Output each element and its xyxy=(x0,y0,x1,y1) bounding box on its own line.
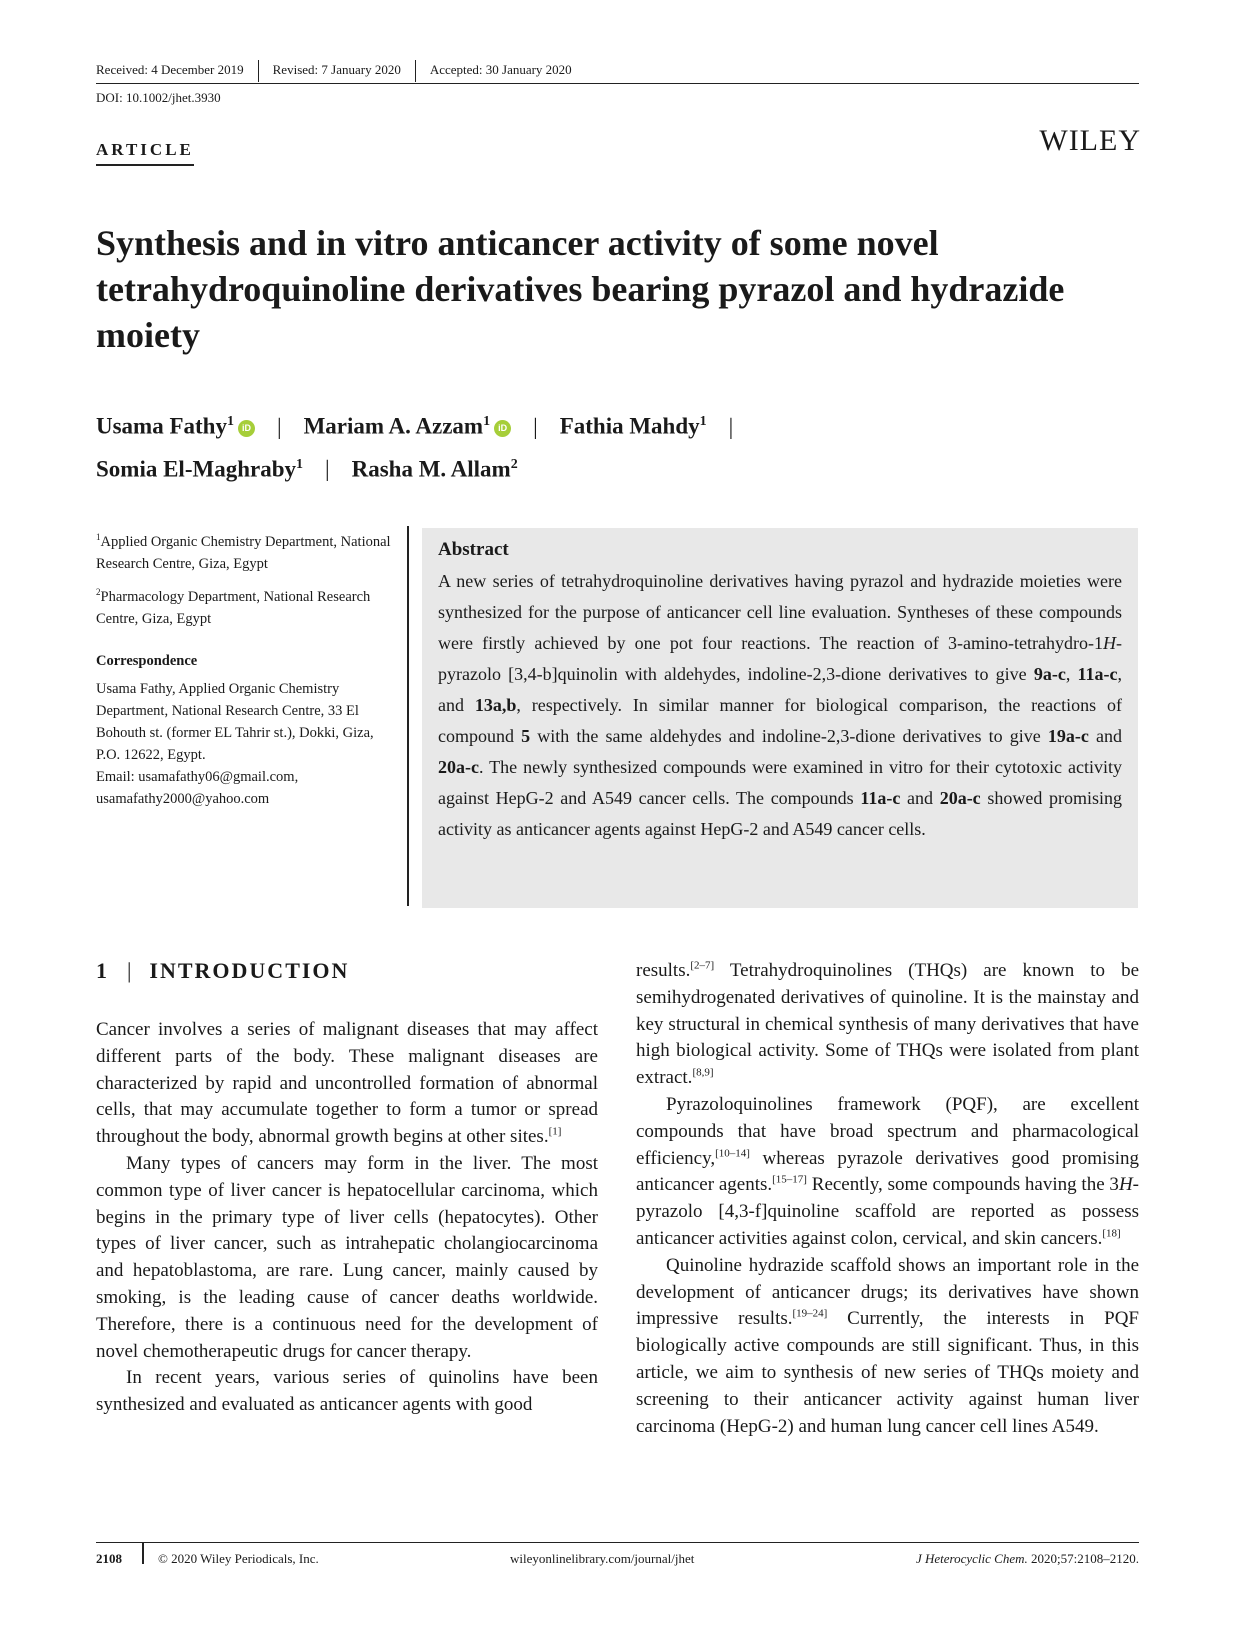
body-text: Tetrahydroquinolines (THQs) are known to be semihydrogenated derivatives of quinoline. It is the mainstay and key structural in chemical synthesis of many derivatives that have high biological activity. Some of THQs were isolated from plant extract. xyxy=(636,960,1139,1089)
author-affiliation-number: 1 xyxy=(295,456,303,472)
author-affiliation-number: 1 xyxy=(699,414,707,429)
compound-label: 9a-c xyxy=(1033,664,1066,684)
compound-label: 11a-c xyxy=(860,788,901,808)
author-name[interactable]: Somia El-Maghraby xyxy=(96,456,296,482)
body-text: Cancer involves a series of malignant diseases that may affect different parts of the body. These malignant diseases are characterized by rapid and uncontrolled formation of abnormal cells, that may accumulate together to form a tumor or spread throughout the body, abnormal growth begins at other sites. xyxy=(96,1019,598,1148)
abstract-text xyxy=(438,566,1122,845)
abstract-box xyxy=(422,528,1138,908)
paper-title: Synthesis and in vitro anticancer activity of some novel tetrahydroquinoline derivatives bearing pyrazol and hydrazide moiety xyxy=(96,223,1065,355)
author-separator: | xyxy=(276,413,282,439)
section-heading xyxy=(96,958,349,984)
author-name[interactable]: Rasha M. Allam xyxy=(351,456,511,482)
compound-label: 20a-c xyxy=(939,788,981,808)
journal-reference xyxy=(916,1551,1139,1567)
correspondence-text xyxy=(96,678,396,810)
journal-name: J Heterocyclic Chem. xyxy=(915,1551,1028,1566)
author-separator: | xyxy=(533,413,538,439)
abstract-span: , and xyxy=(438,664,1122,715)
body-text: -pyrazolo [4,3-f]quinoline scaffold are reported as possess anticancer activities against colon, cervical, and skin cancers. xyxy=(636,1174,1139,1249)
author-separator: | xyxy=(324,456,330,482)
author-affiliation-number: 1 xyxy=(483,414,491,429)
page-number: 2108 xyxy=(96,1551,122,1566)
author-list xyxy=(96,403,1096,488)
affiliation-number: 2 xyxy=(96,586,101,597)
body-paragraph xyxy=(96,1017,598,1151)
affiliation xyxy=(96,581,396,630)
compound-label: 5 xyxy=(521,726,531,746)
orcid-icon[interactable]: iD xyxy=(238,420,255,437)
correspondence-address: Usama Fathy, Applied Organic Chemistry Department, National Research Centre, 33 El Bohouth st. (former EL Tahrir st.), Dokki, Giza, P.O. 12622, Egypt. xyxy=(96,680,374,763)
section-number: 1 xyxy=(96,958,109,983)
correspondence-email-alt[interactable]: usamafathy2000@yahoo.com xyxy=(96,790,270,807)
correspondence-email[interactable]: Email: usamafathy06@gmail.com, xyxy=(96,768,299,785)
article-type-label: ARTICLE xyxy=(96,140,194,166)
body-paragraph xyxy=(636,958,1139,1092)
body-paragraph xyxy=(636,1253,1139,1441)
affiliations-column xyxy=(96,526,396,810)
compound-label: 11a-c xyxy=(1077,664,1118,684)
citation[interactable]: [8,9] xyxy=(692,1066,714,1079)
abstract-span: , xyxy=(1065,664,1078,684)
author-name[interactable]: Fathia Mahdy xyxy=(559,413,700,439)
page-footer xyxy=(96,1542,1139,1572)
body-text: Pyrazoloquinolines framework (PQF), are excellent compounds that have broad spectrum and pharmacological efficiency, xyxy=(636,1093,1139,1169)
body-text: whereas pyrazole derivatives good promising anticancer agents. xyxy=(636,1147,1139,1196)
footer-divider xyxy=(142,1542,144,1564)
abstract-span: . The newly synthesized compounds were examined in vitro for their cytotoxic activity against HepG-2 and A549 cancer cells. The compounds xyxy=(438,757,1122,808)
section-title: INTRODUCTION xyxy=(149,958,350,983)
affiliation xyxy=(96,526,396,575)
compound-label: 19a-c xyxy=(1047,726,1089,746)
citation[interactable]: [19–24] xyxy=(792,1308,828,1321)
compound-label: 13a,b xyxy=(474,695,517,715)
author-name[interactable]: Mariam A. Azzam xyxy=(303,413,484,439)
dates-bar xyxy=(96,60,1139,84)
doi[interactable]: DOI: 10.1002/jhet.3930 xyxy=(96,90,221,105)
body-italic: H xyxy=(1118,1174,1133,1196)
body-text: Recently, some compounds having the 3 xyxy=(806,1174,1119,1196)
abstract-span: showed promising activity as anticancer agents against HepG-2 and A549 cancer cells. xyxy=(438,788,1122,839)
author-name[interactable]: Usama Fathy xyxy=(96,413,227,439)
publisher-logo: WILEY xyxy=(1039,124,1141,157)
column-divider xyxy=(407,526,409,906)
citation[interactable]: [10–14] xyxy=(715,1147,750,1160)
journal-url[interactable]: wileyonlinelibrary.com/journal/jhet xyxy=(510,1551,695,1566)
body-text: Quinoline hydrazide scaffold shows an important role in the development of anticancer drugs; its derivatives have shown impressive results. xyxy=(636,1254,1139,1330)
body-text: Currently, the interests in PQF biologically active compounds are still significant. Thus, in this article, we aim to synthesis of new series of THQs moiety and screening to their anticancer activity against human liver carcinoma (HepG-2) and human lung cancer cell lines A549. xyxy=(636,1308,1139,1437)
abstract-span: with the same aldehydes and indoline-2,3-dione derivatives to give xyxy=(530,726,1048,746)
journal-volume: 2020;57:2108–2120. xyxy=(1027,1551,1139,1566)
compound-label: 20a-c xyxy=(438,757,479,777)
correspondence-heading: Correspondence xyxy=(96,652,198,669)
citation[interactable]: [2–7] xyxy=(690,959,715,972)
affiliation-text: Pharmacology Department, National Research Centre, Giza, Egypt xyxy=(96,588,371,627)
copyright: © 2020 Wiley Periodicals, Inc. xyxy=(158,1551,319,1566)
abstract-span: A new series of tetrahydroquinoline derivatives having pyrazol and hydrazide moieties were synthesized for the purpose of anticancer cell line evaluation. Syntheses of these compounds were firstly achieved by one pot four reactions. The reaction of 3-amino-tetrahydro-1 xyxy=(438,571,1122,653)
body-paragraph xyxy=(636,1092,1139,1253)
author-affiliation-number: 1 xyxy=(226,414,234,429)
author-affiliation-number: 2 xyxy=(510,456,518,472)
section-separator: | xyxy=(127,958,132,983)
citation[interactable]: [1] xyxy=(548,1125,562,1138)
abstract-italic: H xyxy=(1103,633,1116,653)
abstract-span: -pyrazolo [3,4-b]quinolin with aldehydes, indoline-2,3-dione derivatives to give xyxy=(438,633,1122,684)
received-date: Received: 4 December 2019 xyxy=(96,60,259,82)
body-paragraph: In recent years, various series of quinolins have been synthesized and evaluated as anticancer agents with good xyxy=(96,1367,598,1416)
citation[interactable]: [15–17] xyxy=(772,1174,807,1187)
abstract-heading: Abstract xyxy=(438,539,509,560)
body-column-right xyxy=(636,958,1139,1440)
citation[interactable]: [18] xyxy=(1102,1227,1121,1240)
accepted-date: Accepted: 30 January 2020 xyxy=(429,62,572,77)
abstract-span: , respectively. In similar manner for biological comparison, the reactions of compound xyxy=(438,695,1122,746)
affiliation-number: 1 xyxy=(96,532,101,542)
revised-date: Revised: 7 January 2020 xyxy=(259,60,416,82)
orcid-icon[interactable]: iD xyxy=(494,420,511,437)
abstract-span: and xyxy=(1088,726,1123,746)
abstract-span: and xyxy=(900,788,940,808)
body-column-left xyxy=(96,1017,598,1419)
affiliation-text: Applied Organic Chemistry Department, National Research Centre, Giza, Egypt xyxy=(96,533,391,572)
author-separator: | xyxy=(728,413,734,439)
body-text: results. xyxy=(636,960,691,981)
body-paragraph: Many types of cancers may form in the liver. The most common type of liver cancer is hepatocellular carcinoma, which begins in the primary type of liver cells (hepatocytes). Other types of liver cancer, such as intrahepatic cholangiocarcinoma and hepatoblastoma, are rare. Lung cancer, mainly caused by smoking, is the leading cause of cancer deaths worldwide. Therefore, there is a continuous need for the development of novel chemotherapeutic drugs for cancer therapy. xyxy=(96,1152,598,1362)
